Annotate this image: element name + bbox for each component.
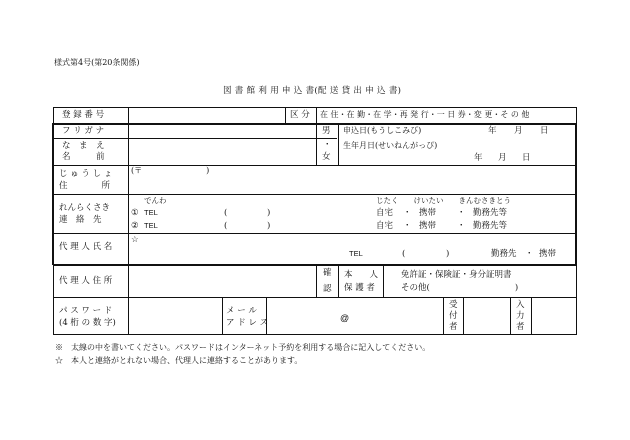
apply-day: 日	[540, 126, 549, 136]
agent-paren-open: (	[402, 249, 406, 259]
kubun-label: 区 分	[290, 110, 310, 120]
received-by-3: 者	[449, 322, 458, 332]
form-number: 様式第4号(第20条関係)	[54, 58, 140, 67]
confirm-other[interactable]: その他( )	[401, 283, 519, 293]
name-field[interactable]	[130, 140, 314, 164]
email-field[interactable]	[268, 299, 441, 332]
confirm-guardian[interactable]: 保 護 者	[344, 283, 375, 293]
agent-address-label: 代 理 人 住 所	[59, 276, 113, 286]
contact-2-tel: TEL	[144, 221, 158, 230]
contact-2-paren-open: (	[224, 221, 228, 231]
denwa-ruby: でんわ	[144, 196, 167, 205]
contact-1-paren-close: )	[267, 208, 271, 218]
entered-by-3: 者	[516, 322, 525, 332]
agent-paren-close: )	[446, 249, 450, 259]
contact-2-paren-close: )	[267, 221, 271, 231]
email-at-sign: @	[340, 313, 350, 323]
contact-2-number: ②	[131, 221, 139, 231]
agent-name-label: 代 理 人 氏 名	[59, 242, 113, 252]
contact-1-number: ①	[131, 208, 139, 218]
password-label: パ ス ワ ー ド	[59, 306, 113, 316]
agent-tel: TEL	[349, 249, 363, 258]
birth-day: 日	[522, 153, 531, 163]
birth-date-label: 生年月日(せいねんがっぴ)	[343, 141, 438, 150]
contact-1-dot-a: ・	[403, 208, 412, 218]
contact-1-tel: TEL	[144, 208, 158, 217]
received-by-1: 受	[449, 300, 458, 310]
apply-month: 月	[514, 126, 523, 136]
agent-work[interactable]: 勤務先	[491, 249, 517, 259]
address-label: 住 所	[59, 181, 111, 191]
furigana-field[interactable]	[130, 125, 314, 137]
contact-label-kana: れんらくさき	[59, 203, 111, 213]
note-2: ☆ 本人と連絡がとれない場合、代理人に連絡することがあります。	[55, 356, 303, 365]
birth-month: 月	[498, 153, 507, 163]
agent-dot: ・	[525, 249, 534, 259]
confirm-label-bottom: 認	[323, 284, 332, 294]
contact-1-mobile[interactable]: 携帯	[419, 208, 437, 218]
agent-mobile[interactable]: 携帯	[539, 249, 557, 259]
registration-number-label: 登 録 番 号	[62, 110, 105, 120]
kubun-options[interactable]: 在 住・在 勤・在 学・再 発 行・一 日 券・変 更・そ の 他	[320, 110, 530, 119]
contact-1-paren-open: (	[224, 208, 228, 218]
apply-year: 年	[488, 126, 497, 136]
mail-label-bottom: ア ド レ ス	[226, 318, 269, 328]
contact-2-dot-b: ・	[457, 221, 466, 231]
contact-2-work[interactable]: 勤務先等	[473, 221, 508, 231]
postal-code-field[interactable]: (〒 )	[131, 166, 210, 175]
agent-star-mark: ☆	[131, 235, 139, 245]
address-label-kana: じ ゅ う し ょ	[59, 169, 113, 179]
page-title: 図 書 館 利 用 申 込 書(配 送 貸 出 申 込 書)	[223, 86, 402, 96]
password-field[interactable]	[130, 299, 220, 332]
agent-address-field[interactable]	[130, 266, 314, 296]
contact-1-dot-b: ・	[457, 208, 466, 218]
contact-2-dot-a: ・	[403, 221, 412, 231]
gender-separator: ・	[323, 140, 332, 150]
entered-by-1: 入	[516, 300, 525, 310]
name-label: 名 前	[62, 152, 105, 162]
contact-1-home[interactable]: 自宅	[376, 208, 394, 218]
contact-2-mobile[interactable]: 携帯	[419, 221, 437, 231]
contact-label: 連 絡 先	[59, 215, 102, 225]
contact-type-ruby: じたく けいたい きんむさきとう	[376, 196, 511, 205]
note-1: ※ 太線の中を書いてください。パスワードはインターネット予約を利用する場合に記入してください。	[55, 343, 431, 352]
furigana-label: フ リ ガ ナ	[62, 126, 105, 136]
confirm-person[interactable]: 本 人	[344, 270, 379, 280]
name-label-kana: な ま え	[62, 141, 105, 151]
received-by-2: 付	[449, 311, 458, 321]
registration-number-field[interactable]	[130, 109, 284, 122]
birth-year: 年	[474, 153, 483, 163]
apply-date-label: 申込日(もうしこみび)	[343, 126, 422, 135]
contact-2-home[interactable]: 自宅	[376, 221, 394, 231]
confirm-label-top: 確	[323, 268, 332, 278]
contact-1-work[interactable]: 勤務先等	[473, 208, 508, 218]
confirm-id-documents[interactable]: 免許証・保険証・身分証明書	[401, 270, 512, 280]
gender-female[interactable]: 女	[322, 152, 331, 162]
entered-by-2: 力	[516, 311, 525, 321]
gender-male[interactable]: 男	[322, 126, 331, 136]
mail-label-top: メ ー ル	[226, 306, 257, 316]
password-label-note: (4 桁 の 数 字)	[59, 318, 116, 328]
